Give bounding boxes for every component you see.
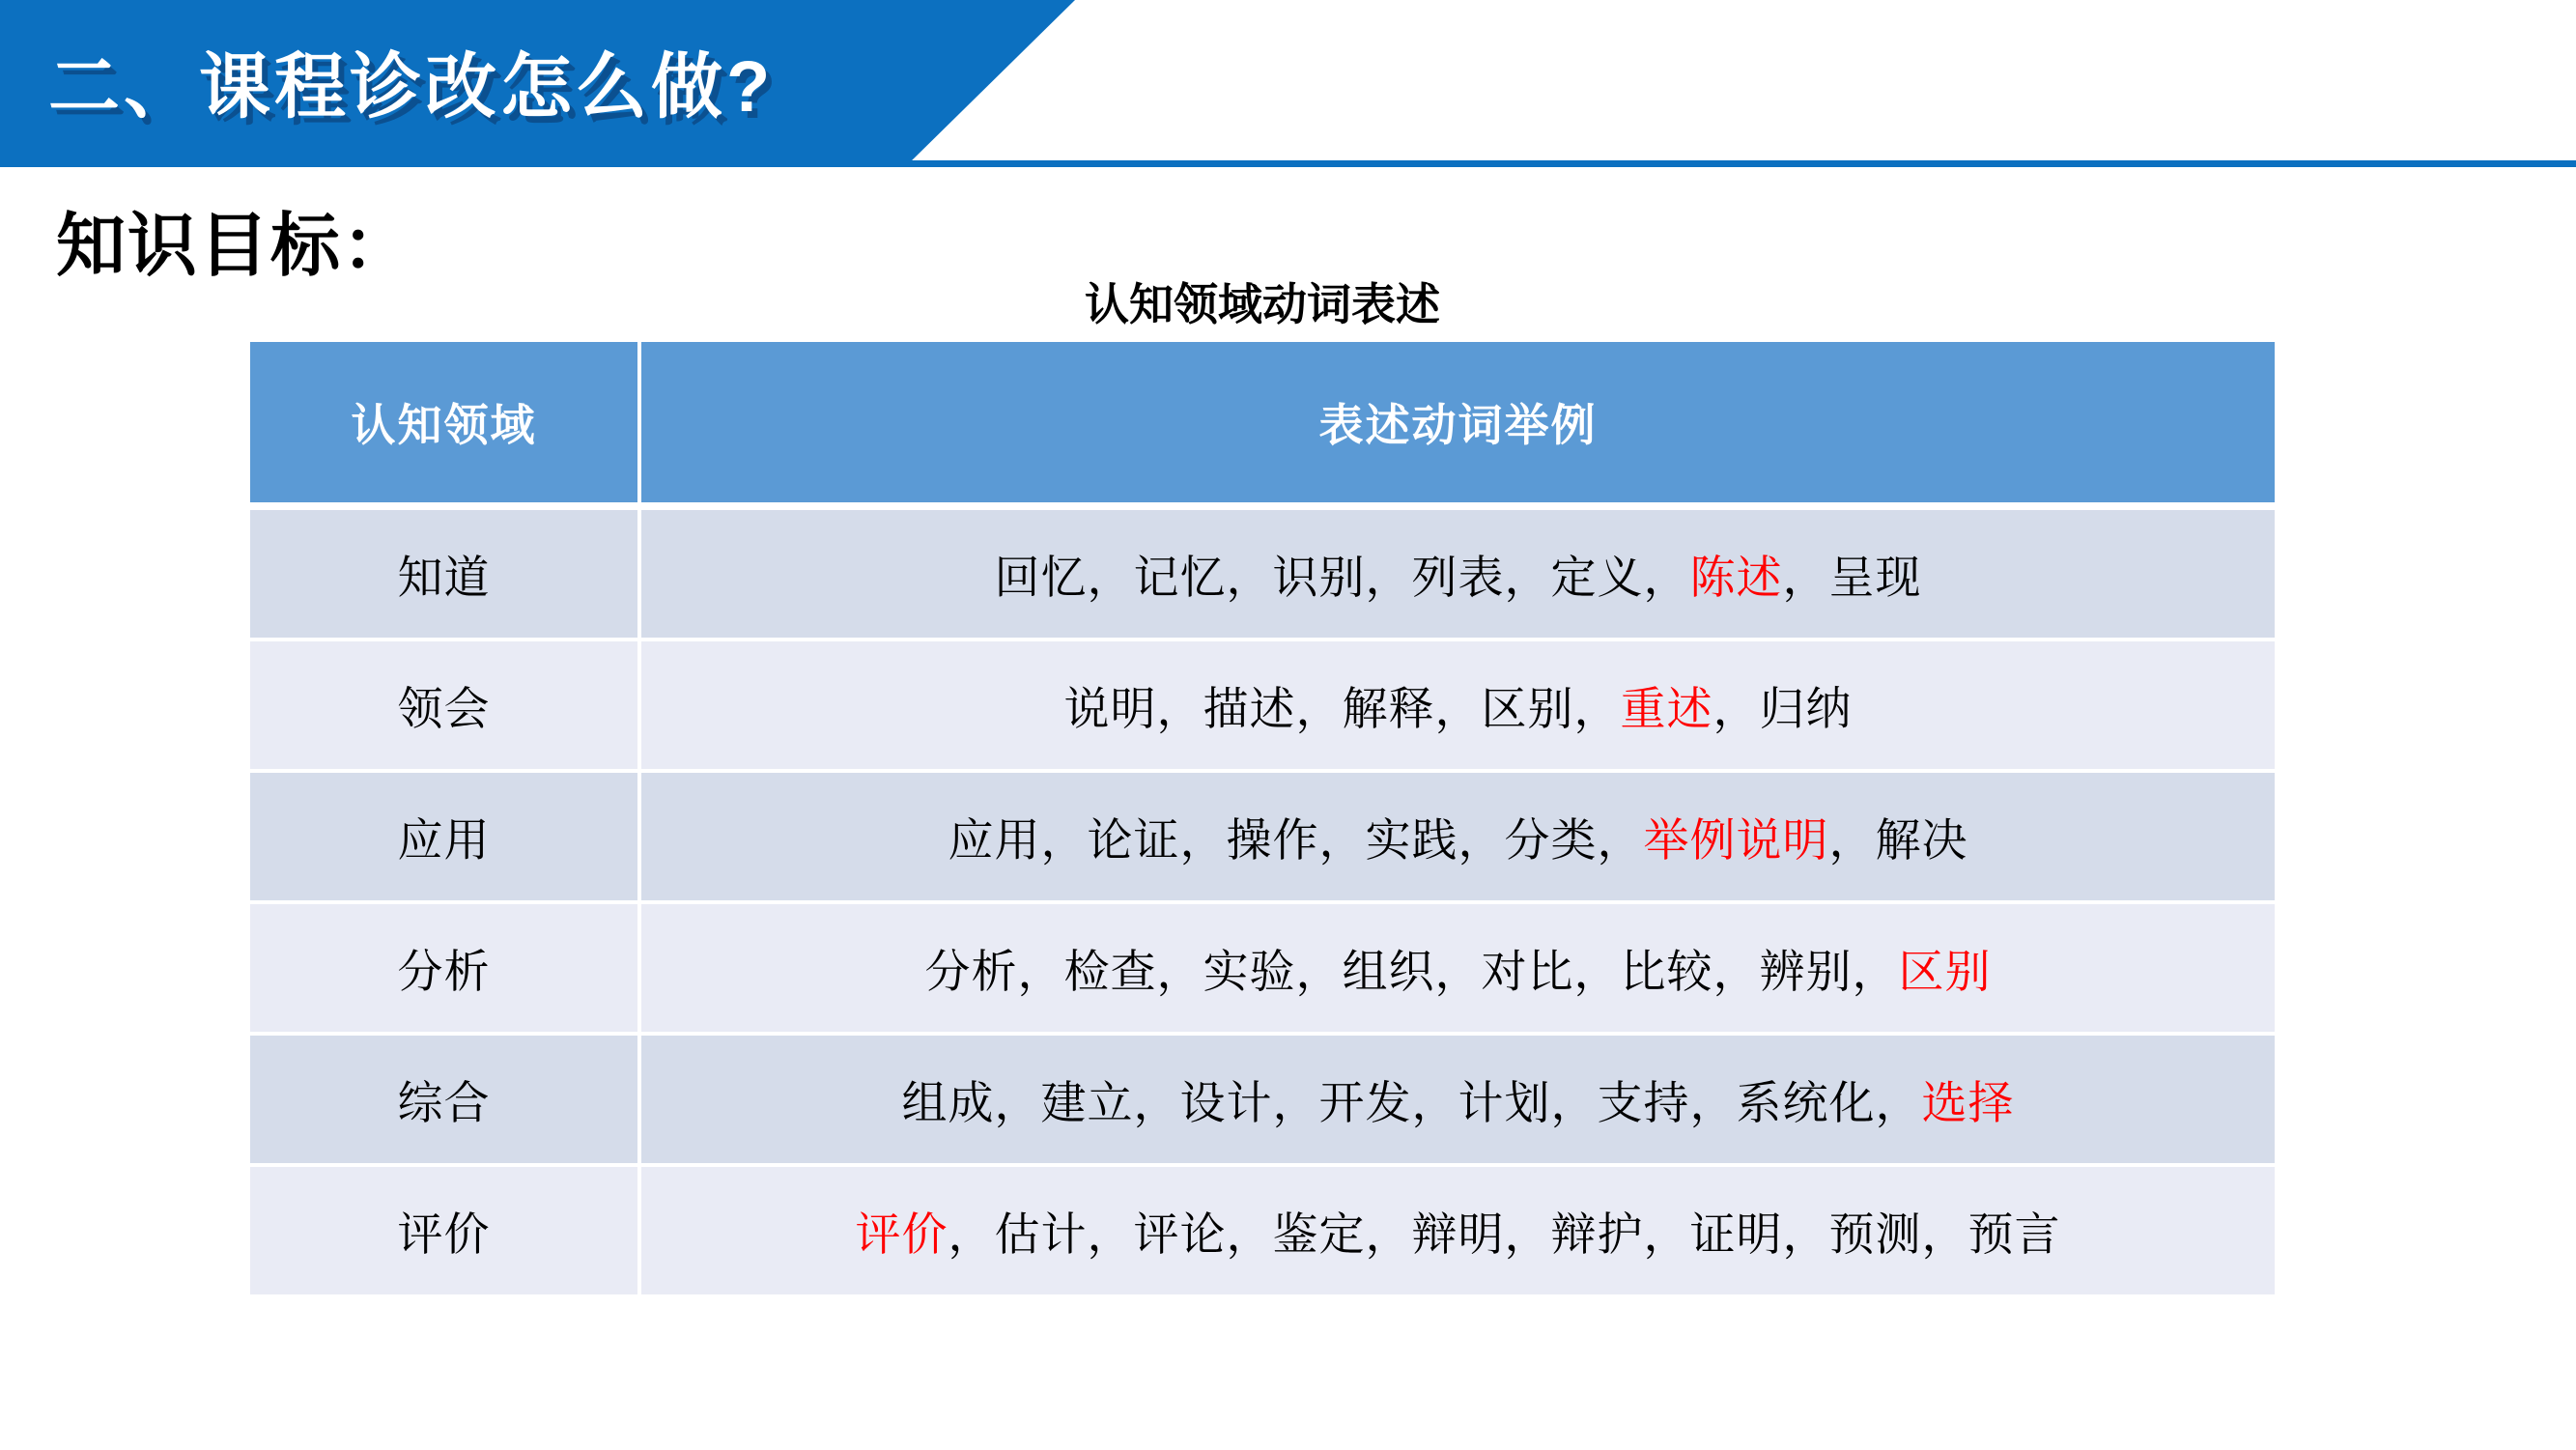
verbs-cell: 评价 ，估计，评论，鉴定，辩明，辩护，证明，预测，预言 [641, 1167, 2275, 1294]
verbs-cell: 分析，检查，实验，组织，对比，比较，辨别， 区别 [641, 904, 2275, 1032]
cognitive-verbs-table [250, 280, 2275, 1294]
verbs-cell: 应用，论证，操作，实践，分类， 举例说明 ，解决 [641, 773, 2275, 900]
table-row [250, 1036, 2275, 1163]
header-cell-verbs: 表述动词举例 [641, 342, 2275, 502]
header-rule [867, 160, 2576, 167]
table-row [250, 904, 2275, 1032]
verbs-cell: 组成，建立，设计，开发，计划，支持，系统化， 选择 [641, 1036, 2275, 1163]
table-row [250, 1167, 2275, 1294]
domain-cell: 综合 [250, 1036, 637, 1163]
table-row [250, 773, 2275, 900]
domain-cell: 应用 [250, 773, 637, 900]
header-cell-domain: 认知领域 [250, 342, 637, 502]
table-title: 认知领域动词表述 [1085, 279, 1440, 329]
verbs-cell: 说明，描述，解释，区别， 重述 ，归纳 [641, 641, 2275, 769]
domain-cell: 评价 [250, 1167, 637, 1294]
knowledge-goal-heading: 知识目标： [56, 208, 414, 285]
table-header-row [250, 342, 2275, 502]
table-row [250, 510, 2275, 638]
domain-cell: 分析 [250, 904, 637, 1032]
slide-section-title: 二、课程诊改怎么做? [48, 46, 775, 127]
domain-cell: 知道 [250, 510, 637, 638]
verbs-cell: 回忆，记忆，识别，列表，定义， 陈述 ，呈现 [641, 510, 2275, 638]
domain-cell: 领会 [250, 641, 637, 769]
table-row [250, 641, 2275, 769]
